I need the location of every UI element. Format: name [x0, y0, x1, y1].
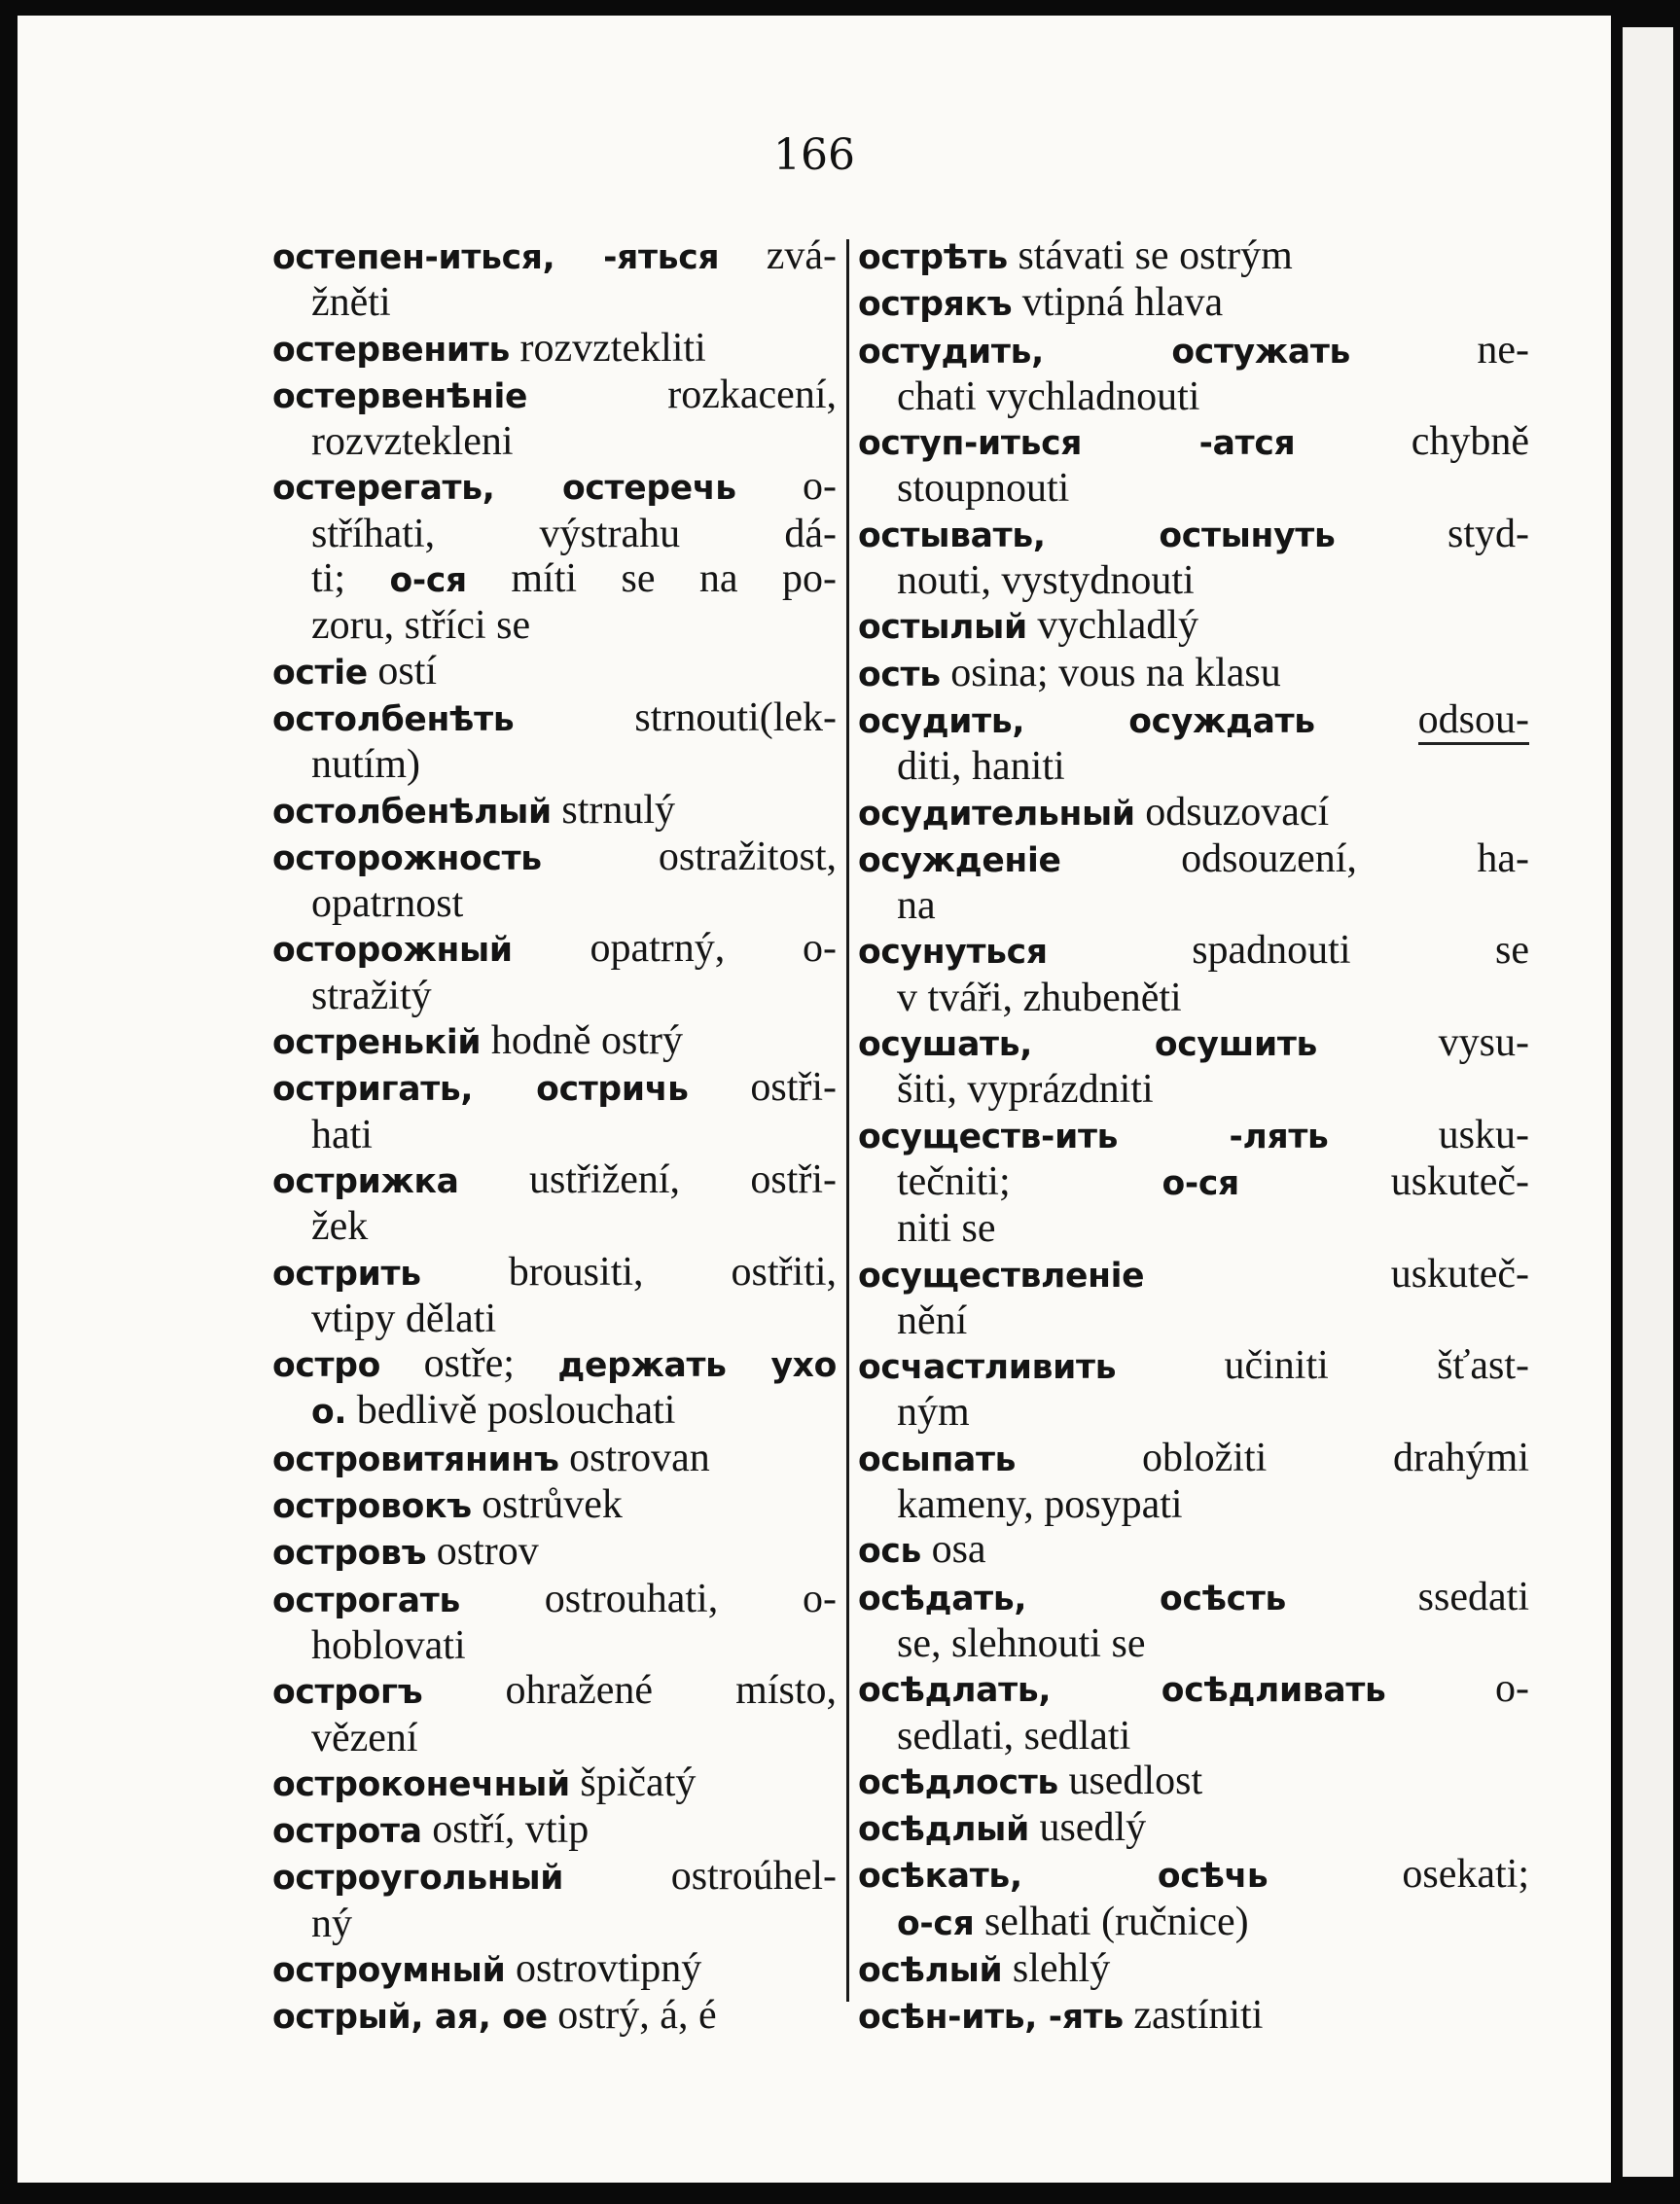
definition-text: ne-	[1350, 327, 1529, 373]
definition-text: vtipná hlava	[1012, 280, 1224, 326]
dictionary-entry	[272, 373, 837, 465]
dictionary-entry	[858, 512, 1529, 604]
headword: остригать, остричь	[272, 1070, 689, 1110]
dictionary-entry	[858, 1759, 1529, 1805]
headword: острякъ	[858, 285, 1013, 325]
entry-first-line	[272, 695, 837, 742]
entry-continuation-line	[858, 976, 1529, 1020]
definition-text: chybně	[1295, 419, 1529, 465]
headword: осторожность	[272, 838, 542, 878]
definition-text: uskuteč-	[1144, 1251, 1529, 1297]
dictionary-entry	[858, 280, 1529, 327]
entry-first-line	[858, 790, 1529, 836]
entry-first-line	[272, 1993, 837, 2040]
dictionary-entry	[858, 419, 1529, 512]
headword: держать ухо	[557, 1346, 837, 1386]
dictionary-entry	[272, 1529, 837, 1576]
entry-continuation-line	[858, 1482, 1529, 1527]
entry-first-line	[272, 649, 837, 695]
entry-continuation-line	[858, 883, 1529, 928]
headword: острѣть	[858, 238, 1008, 277]
headword: осѣн-ить, -ять	[858, 1998, 1124, 2038]
entry-first-line	[272, 788, 837, 835]
dictionary-entry	[272, 1993, 837, 2040]
entry-first-line	[858, 1666, 1529, 1713]
definition-text: strnouti(lek-	[514, 694, 837, 740]
definition-text: nění	[897, 1298, 968, 1343]
definition-text: odsouzení, ha-	[1060, 835, 1529, 881]
definition-text: niti se	[897, 1206, 996, 1252]
entry-first-line	[272, 926, 837, 973]
definition-text: spadnouti se	[1047, 928, 1529, 974]
entry-first-line	[858, 697, 1529, 744]
headword: осудительный	[858, 794, 1135, 834]
entry-first-line	[272, 464, 837, 511]
dictionary-entry	[858, 1527, 1529, 1574]
definition-text: ostražitost,	[541, 834, 837, 879]
dictionary-page	[18, 16, 1611, 2183]
headword: остервенѣніе	[272, 376, 528, 416]
dictionary-entry	[272, 326, 837, 373]
dictionary-entry	[858, 328, 1529, 420]
entry-first-line	[272, 1157, 837, 1204]
entry-first-line	[272, 233, 837, 280]
dictionary-entry	[272, 926, 837, 1018]
dictionary-entry	[272, 1482, 837, 1529]
headword: о-ся	[389, 561, 467, 601]
headword: остроумный	[272, 1950, 506, 1990]
definition-text: ustřižení, ostři-	[458, 1156, 837, 1202]
adjacent-page-edge	[1623, 27, 1673, 2177]
dictionary-entry	[272, 1577, 837, 1669]
headword: о.	[311, 1393, 347, 1433]
headword: остіе	[272, 653, 368, 693]
dictionary-entry	[858, 1436, 1529, 1528]
definition-text: selhati (ručnice)	[974, 1899, 1249, 1944]
headword: осѣдлать, осѣдливать	[858, 1671, 1386, 1711]
definition-text: stražitý	[311, 973, 432, 1018]
dictionary-entry	[858, 651, 1529, 697]
definition-text: na	[897, 883, 936, 929]
page-number: 166	[773, 130, 855, 180]
headword: осунуться	[858, 933, 1048, 973]
headword: о-ся	[897, 1903, 975, 1943]
entry-first-line	[858, 512, 1529, 558]
definition-text: vězení	[311, 1715, 418, 1760]
headword: острота	[272, 1812, 422, 1852]
definition-text: tečniti;	[897, 1158, 1162, 1204]
entry-continuation-line	[272, 419, 837, 464]
dictionary-entry	[272, 1436, 837, 1482]
headword: остерегать, остеречь	[272, 469, 736, 509]
definition-text: kameny, posypati	[897, 1482, 1183, 1528]
entry-first-line	[272, 1065, 837, 1112]
entry-continuation-line	[858, 1067, 1529, 1112]
definition-text: žněti	[311, 280, 391, 326]
entry-first-line	[858, 651, 1529, 697]
headword: осѣлый	[858, 1950, 1003, 1990]
definition-text: usedlý	[1028, 1805, 1147, 1851]
definition-text: usku-	[1328, 1112, 1529, 1157]
definition-text: ostrouhati, o-	[459, 1576, 837, 1621]
entry-continuation-line	[858, 466, 1529, 511]
definition-text: sedlati, sedlati	[897, 1713, 1131, 1759]
headword: острогать	[272, 1581, 460, 1620]
entry-continuation-line	[858, 1159, 1529, 1206]
dictionary-entry	[858, 1946, 1529, 1993]
entry-first-line	[272, 373, 837, 419]
entry-first-line	[272, 1529, 837, 1576]
headword: о-ся	[1162, 1163, 1239, 1203]
definition-text: hodně ostrý	[481, 1018, 683, 1064]
dictionary-entry	[272, 464, 837, 648]
definition-text: ostrůvek	[471, 1482, 623, 1528]
headword: остепен-иться, -яться	[272, 238, 720, 277]
definition-text: obložiti drahými	[1016, 1435, 1529, 1480]
entry-first-line	[858, 1343, 1529, 1390]
dictionary-entry	[272, 1807, 837, 1854]
definition-text: strnulý	[551, 787, 676, 833]
definition-text: vtipy dělati	[311, 1296, 497, 1341]
definition-text: vychladlý	[1026, 603, 1199, 649]
entry-continuation-line	[272, 280, 837, 325]
dictionary-entry	[272, 1250, 837, 1342]
dictionary-entry	[858, 1575, 1529, 1667]
dictionary-entry	[858, 1343, 1529, 1436]
definition-text: nutím)	[311, 742, 420, 788]
dictionary-entry	[858, 603, 1529, 650]
headword: осѣкать, осѣчь	[858, 1857, 1269, 1897]
entry-continuation-line	[858, 1298, 1529, 1343]
headword: островитянинъ	[272, 1440, 559, 1479]
definition-text: stoupnouti	[897, 466, 1070, 512]
definition-text: ným	[897, 1390, 970, 1436]
underlined-definition: odsou-	[1418, 697, 1529, 745]
entry-first-line	[858, 836, 1529, 883]
column-divider	[846, 239, 849, 2002]
entry-first-line	[272, 1577, 837, 1623]
entry-first-line	[272, 1946, 837, 1993]
dictionary-entry	[272, 1668, 837, 1760]
entry-first-line	[858, 1805, 1529, 1852]
definition-text: ssedati	[1286, 1574, 1529, 1619]
entry-first-line	[858, 1575, 1529, 1621]
definition-text: ostrovtipný	[505, 1945, 702, 1991]
headword: остервенить	[272, 330, 510, 370]
definition-text: učiniti šťast-	[1116, 1343, 1529, 1389]
definition-text: opatrnost	[311, 881, 464, 927]
dictionary-entry	[858, 1805, 1529, 1852]
definition-text: ostí	[367, 648, 438, 693]
dictionary-entry	[858, 836, 1529, 929]
definition-text: v tváři, zhubeněti	[897, 975, 1182, 1020]
headword: остренькій	[272, 1023, 482, 1063]
definition-text: míti se na po-	[466, 556, 837, 602]
entry-continuation-line	[272, 1113, 837, 1157]
definition-text: ostrovan	[558, 1435, 710, 1480]
definition-text: zastíniti	[1123, 1993, 1264, 2039]
dictionary-entry	[858, 697, 1529, 790]
entry-first-line	[272, 1760, 837, 1807]
headword: осчастливить	[858, 1348, 1117, 1388]
entry-first-line	[272, 1807, 837, 1854]
definition-text: stávati se ostrým	[1007, 233, 1293, 278]
definition-text: o-	[735, 464, 837, 510]
definition-text: diti, haniti	[897, 744, 1065, 790]
entry-first-line	[858, 1113, 1529, 1159]
definition-text: uskuteč-	[1238, 1158, 1529, 1204]
headword: островокъ	[272, 1487, 472, 1527]
definition-text: rozvztekleni	[311, 419, 514, 465]
entry-first-line	[272, 1018, 837, 1065]
definition-text: rozkacení,	[527, 372, 837, 417]
headword: остолбенѣлый	[272, 792, 552, 832]
headword: острогъ	[272, 1673, 423, 1713]
entry-continuation-line	[272, 974, 837, 1018]
entry-continuation-line	[858, 374, 1529, 419]
definition-text: rozvztekliti	[510, 325, 706, 371]
definition-text: opatrný, o-	[512, 926, 837, 972]
entry-first-line	[858, 1759, 1529, 1805]
entry-continuation-line	[272, 1716, 837, 1760]
entry-first-line	[858, 1436, 1529, 1482]
entry-first-line	[272, 326, 837, 373]
dictionary-entry	[858, 1113, 1529, 1252]
dictionary-entry	[858, 1666, 1529, 1759]
headword: осуществ-ить -лять	[858, 1117, 1329, 1156]
entry-first-line	[858, 1946, 1529, 1993]
definition-text: ostře;	[380, 1341, 558, 1387]
definition-text: vysu-	[1317, 1020, 1529, 1066]
dictionary-entry	[858, 1020, 1529, 1113]
headword: остудить, остужать	[858, 332, 1351, 372]
dictionary-entry	[272, 695, 837, 788]
entry-continuation-line	[272, 603, 837, 648]
headword: осторожный	[272, 931, 513, 971]
dictionary-entry	[272, 1946, 837, 1993]
entry-first-line	[858, 1852, 1529, 1899]
definition-text: bedlivě poslouchati	[346, 1388, 676, 1434]
dictionary-entry	[858, 1852, 1529, 1946]
entry-continuation-line	[858, 744, 1529, 789]
entry-first-line	[858, 1527, 1529, 1574]
dictionary-entry	[858, 928, 1529, 1020]
definition-text: hati	[311, 1112, 373, 1157]
entry-continuation-line	[858, 558, 1529, 603]
definition-text: stříhati, výstrahu dá-	[311, 511, 837, 556]
entry-first-line	[272, 1482, 837, 1529]
headword: островъ	[272, 1534, 427, 1574]
headword: острить	[272, 1254, 421, 1294]
dictionary-entry	[858, 233, 1529, 280]
entry-continuation-line	[272, 881, 837, 926]
entry-first-line	[858, 419, 1529, 466]
headword: остро	[272, 1346, 381, 1386]
entry-continuation-line	[858, 1206, 1529, 1251]
dictionary-entry	[272, 233, 837, 326]
definition-text: zvá-	[719, 233, 837, 278]
headword: ость	[858, 655, 941, 694]
entry-continuation-line	[272, 1623, 837, 1668]
definition-text: ný	[311, 1901, 352, 1946]
definition-text: se, slehnouti se	[897, 1620, 1146, 1666]
entry-continuation-line	[272, 742, 837, 787]
headword: осудить, осуждать	[858, 701, 1315, 741]
definition-text: hoblovati	[311, 1622, 466, 1668]
headword: осыпать	[858, 1440, 1017, 1479]
definition-text: ohražené místo,	[422, 1668, 837, 1714]
definition-text: špičatý	[569, 1760, 697, 1805]
dictionary-entry	[272, 1065, 837, 1157]
entry-continuation-line	[272, 1902, 837, 1946]
headword: остроугольный	[272, 1859, 564, 1899]
definition-text: osekati;	[1268, 1852, 1529, 1898]
entry-first-line	[272, 1668, 837, 1715]
headword: оступ-иться -атся	[858, 424, 1296, 464]
entry-first-line	[858, 328, 1529, 374]
entry-first-line	[272, 1436, 837, 1482]
entry-continuation-line	[272, 1204, 837, 1249]
entry-first-line	[858, 280, 1529, 327]
headword: ось	[858, 1532, 922, 1572]
definition-text: žek	[311, 1204, 369, 1250]
entry-continuation-line	[858, 1390, 1529, 1435]
entry-continuation-line	[858, 1714, 1529, 1759]
dictionary-entry	[858, 790, 1529, 836]
definition-text: usedlost	[1057, 1758, 1203, 1803]
definition-text: šiti, vyprázdniti	[897, 1067, 1154, 1113]
dictionary-entry	[272, 1341, 837, 1436]
entry-continuation-line	[272, 556, 837, 603]
headword: острый, ая, ое	[272, 1998, 548, 2038]
entry-first-line	[858, 1020, 1529, 1067]
dictionary-entry	[272, 788, 837, 835]
headword: осѣдлый	[858, 1810, 1029, 1850]
entry-first-line	[858, 233, 1529, 280]
definition-text: ostroúhel-	[563, 1854, 837, 1900]
headword: осѣдать, осѣсть	[858, 1579, 1287, 1618]
entry-first-line	[272, 1341, 837, 1388]
entry-first-line	[272, 1854, 837, 1901]
definition-text: ostří, vtip	[421, 1807, 590, 1853]
definition-text: ostrov	[426, 1529, 539, 1575]
definition-text	[1315, 697, 1418, 742]
entry-continuation-line	[272, 512, 837, 556]
dictionary-entry	[858, 1993, 1529, 2040]
dictionary-entry	[858, 1252, 1529, 1344]
definition-text: osina; vous na klasu	[940, 650, 1281, 695]
entry-continuation-line	[858, 1900, 1529, 1946]
entry-first-line	[858, 928, 1529, 975]
headword: осѣдлость	[858, 1762, 1058, 1802]
definition-text: nouti, vystydnouti	[897, 558, 1195, 604]
headword: осушать, осушить	[858, 1025, 1318, 1065]
definition-text: ostři-	[688, 1065, 837, 1111]
definition-text: osa	[921, 1527, 986, 1573]
dictionary-entry	[272, 1760, 837, 1807]
entry-first-line	[272, 835, 837, 881]
definition-text: ti;	[311, 556, 390, 602]
headword: остылый	[858, 608, 1027, 648]
dictionary-entry	[272, 1157, 837, 1250]
definition-text: styd-	[1335, 511, 1529, 556]
entry-continuation-line	[272, 1297, 837, 1341]
headword: осужденіе	[858, 840, 1061, 880]
definition-text: chati vychladnouti	[897, 373, 1200, 419]
definition-text: zoru, stříci se	[311, 603, 531, 649]
definition-text: odsuzovací	[1134, 789, 1330, 835]
dictionary-entry	[272, 835, 837, 927]
left-column	[272, 233, 837, 2041]
entry-first-line	[858, 603, 1529, 650]
headword: остроконечный	[272, 1764, 570, 1804]
dictionary-entry	[272, 649, 837, 695]
entry-first-line	[858, 1252, 1529, 1298]
definition-text: ostrý, á, é	[547, 1993, 717, 2039]
entry-first-line	[858, 1993, 1529, 2040]
entry-continuation-line	[858, 1621, 1529, 1666]
right-column	[858, 233, 1529, 2041]
headword: остолбенѣть	[272, 699, 515, 739]
headword: остывать, остынуть	[858, 515, 1336, 555]
definition-text: brousiti, ostřiti,	[420, 1249, 837, 1295]
headword: острижка	[272, 1161, 459, 1201]
dictionary-entry	[272, 1854, 837, 1946]
entry-first-line	[272, 1250, 837, 1297]
entry-continuation-line	[272, 1388, 837, 1435]
headword: осуществленіе	[858, 1256, 1145, 1296]
dictionary-entry	[272, 1018, 837, 1065]
definition-text: slehlý	[1002, 1945, 1111, 1991]
definition-text: o-	[1385, 1666, 1529, 1712]
